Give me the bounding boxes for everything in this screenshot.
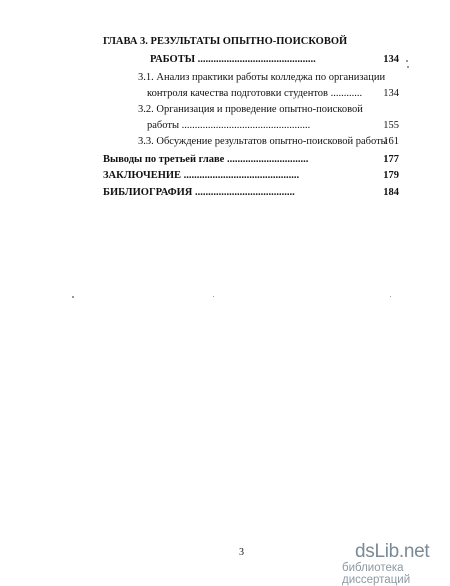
- scan-speck: [407, 66, 409, 68]
- toc-section-3-2-page: 155: [383, 120, 399, 131]
- scan-speck: [72, 296, 74, 298]
- toc-chapter3-title-line2: РАБОТЫ .............................................: [150, 54, 316, 65]
- toc-chapter3-title-line1: ГЛАВА 3. РЕЗУЛЬТАТЫ ОПЫТНО-ПОИСКОВОЙ: [103, 36, 348, 47]
- toc-section-3-3-page: 161: [383, 136, 399, 147]
- page-number: 3: [239, 547, 244, 558]
- toc-conclusions-line: Выводы по третьей главе ...............................: [103, 154, 309, 165]
- toc-section-3-2-line1: 3.2. Организация и проведение опытно-поисковой: [138, 104, 363, 115]
- toc-bibliography-page: 184: [383, 187, 399, 198]
- toc-section-3-1-line1: 3.1. Анализ практики работы колледжа по организации: [138, 72, 386, 83]
- scan-speck: [213, 296, 214, 297]
- watermark-logo: dsLib.net: [355, 541, 430, 562]
- watermark-subtitle: библиотека диссертаций: [342, 562, 411, 586]
- scan-speck: [406, 60, 408, 62]
- scan-speck: [390, 296, 391, 297]
- toc-bibliography-line: БИБЛИОГРАФИЯ ......................................: [103, 187, 295, 198]
- toc-summary-page: 179: [383, 170, 399, 181]
- toc-summary-line: ЗАКЛЮЧЕНИЕ ............................................: [103, 170, 300, 181]
- toc-conclusions-page: 177: [383, 154, 399, 165]
- toc-section-3-3-line: 3.3. Обсуждение результатов опытно-поисковой работы: [138, 136, 388, 147]
- toc-section-3-1-page: 134: [383, 88, 399, 99]
- toc-chapter3-page: 134: [383, 54, 399, 65]
- toc-section-3-1-line2: контроля качества подготовки студентов ............: [147, 88, 363, 99]
- toc-section-3-2-line2: работы .................................................: [147, 120, 311, 131]
